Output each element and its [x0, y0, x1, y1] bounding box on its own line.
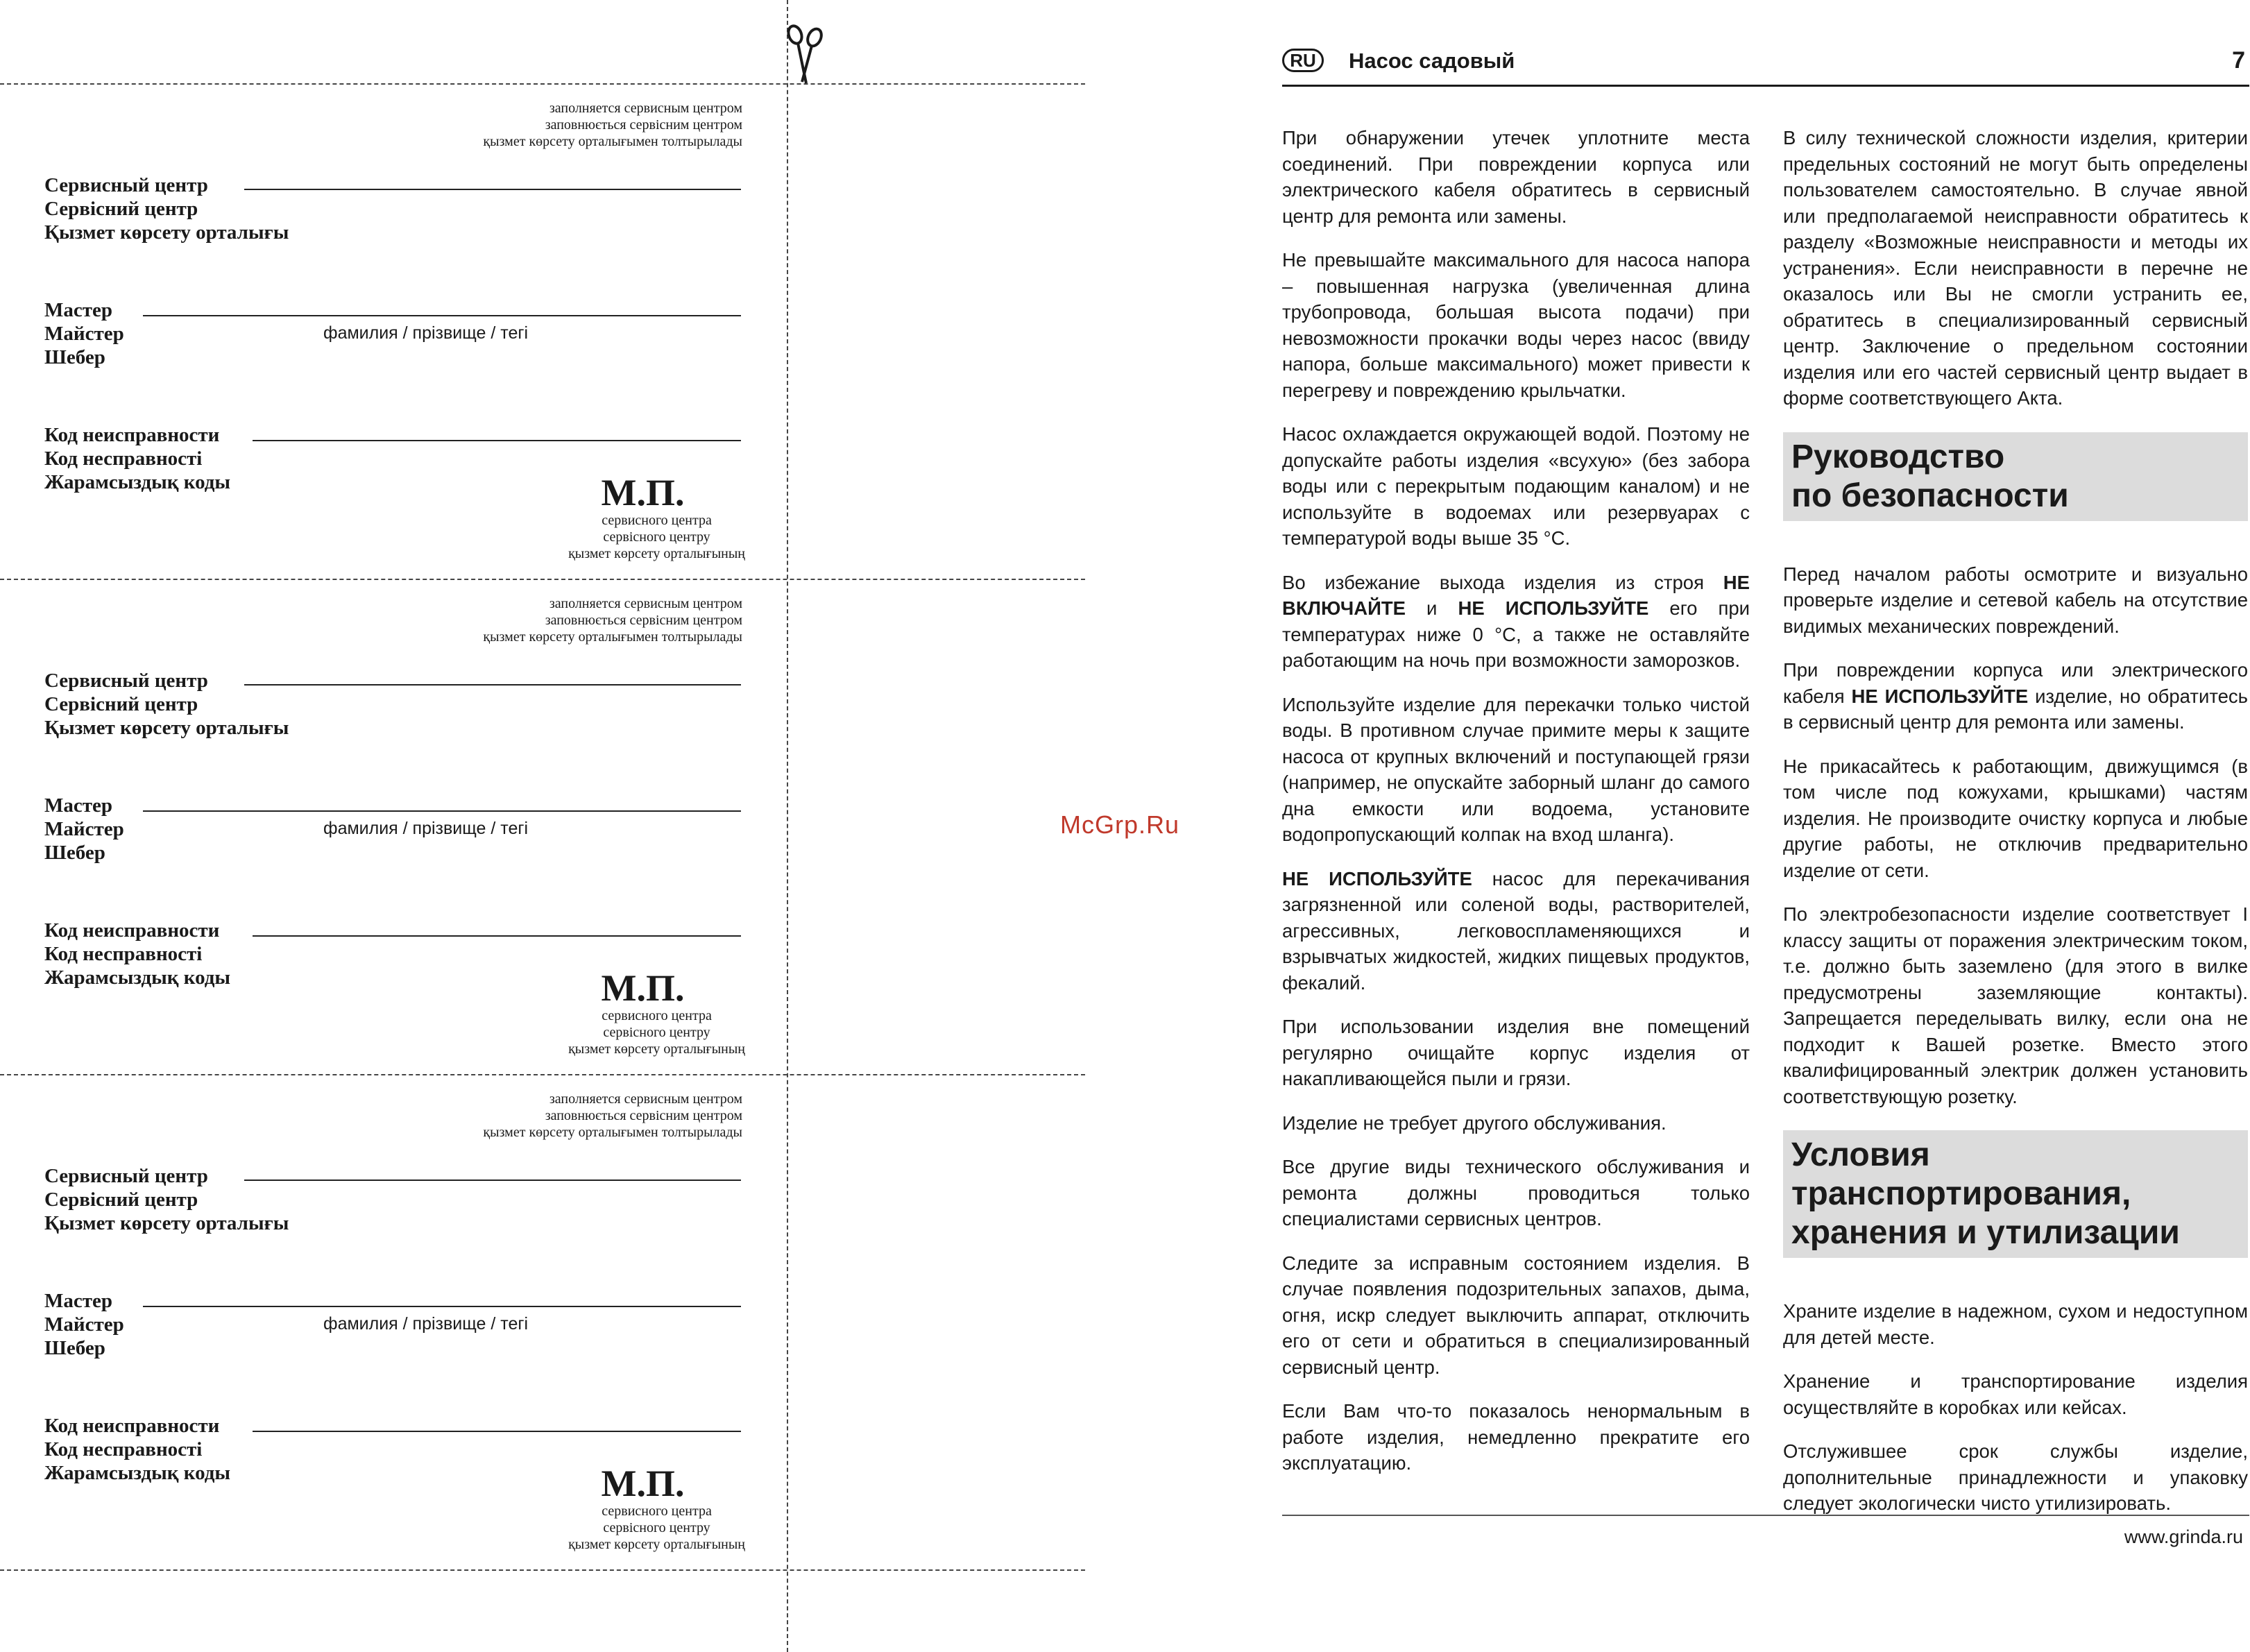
service-center-field[interactable]: [244, 684, 741, 686]
paragraph: Не превышайте максимального для насоса напора – повышенная нагрузка (увеличенная длина трубопровода, большая высота подачи) при невозможности прокачки воды через насос (ввиду напора, больше максимального) может привести к перегреву и повреждению крыльчатки.: [1282, 249, 1750, 401]
scissors-icon: [781, 24, 830, 85]
paragraph: При повреждении корпуса или электрического кабеля НЕ ИСПОЛЬЗУЙТЕ изделие, но обратитесь в сервисный центр для ремонта или замены.: [1783, 659, 2248, 733]
section-heading-transport: Условия транспортирования, хранения и утилизации: [1783, 1130, 2248, 1258]
service-center-field[interactable]: [244, 189, 741, 190]
paragraph: Перед началом работы осмотрите и визуально проверьте изделие и сетевой кабель на отсутствие видимых механических повреждений.: [1783, 563, 2248, 637]
master-field[interactable]: [143, 810, 741, 812]
fault-code-labels: Код неисправности Код несправності Жарамсыздық коды: [44, 1415, 231, 1484]
watermark: McGrp.Ru: [1060, 810, 1180, 839]
text-column-right: [1783, 125, 2248, 1535]
page-title: Насос садовый: [1349, 49, 1515, 73]
paragraph: Во избежание выхода изделия из строя НЕ ВКЛЮЧАЙТЕ и НЕ ИСПОЛЬЗУЙТЕ его при температурах ниже 0 °С, а также не оставляйте работающим на ночь при возможности заморозков.: [1282, 571, 1750, 671]
master-field[interactable]: [143, 1306, 741, 1307]
master-labels: Мастер Майстер Шебер: [44, 1290, 124, 1359]
footer-url[interactable]: www.grinda.ru: [2124, 1526, 2243, 1547]
master-labels: Мастер Майстер Шебер: [44, 299, 124, 368]
filled-by-service-note: заполняется сервисным центром заповнюється сервісним центром қызмет көрсету орталығымен толтырылады: [483, 101, 742, 149]
master-labels: Мастер Майстер Шебер: [44, 794, 124, 864]
paragraph: Используйте изделие для перекачки только чистой воды. В противном случае примите меры к защите насоса от крупных включений и поступающей грязи (например, не опускайте заборный шланг до самого дна емкости или водоема, установите водопропускающий колпак на вход шланга).: [1282, 693, 1750, 845]
fault-code-labels: Код неисправности Код несправності Жарамсыздық коды: [44, 424, 231, 493]
section-heading-safety: Руководство по безопасности: [1783, 432, 2248, 521]
cut-line-top: [0, 83, 1085, 85]
master-field[interactable]: [143, 315, 741, 316]
paragraph: НЕ ИСПОЛЬЗУЙТЕ насос для перекачивания загрязненной или соленой воды, растворителей, агрессивных, легковоспламеняющихся и взрывчатых жидкостей, жидких пищевых продуктов, фекалий.: [1282, 867, 1750, 994]
stamp-area: М.П. сервисного центра сервісного центру қызмет көрсету орталығының: [568, 472, 745, 561]
name-hint: фамилия / прізвище / тегі: [323, 323, 529, 343]
page-number: 7: [2232, 47, 2245, 74]
warranty-coupon-3: [0, 1078, 784, 1572]
filled-by-service-note: заполняется сервисным центром заповнюється сервісним центром қызмет көрсету орталығымен толтырылады: [483, 596, 742, 645]
header-rule: [1282, 85, 2249, 87]
fault-code-field[interactable]: [253, 935, 741, 937]
paragraph: Насос охлаждается окружающей водой. Поэтому не допускайте работы изделия «всухую» (без забора воды или с перекрытым подающим каналом) и не используйте в водоемах или резервуарах с температурой воды выше 35 °С.: [1282, 423, 1750, 549]
paragraph: По электробезопасности изделие соответствует I классу защиты от поражения электрическим током, т.е. должно быть заземлено (для этого в вилке предусмотрены заземляющие контакты). Запрещается переделывать вилку, если она не подходит к Вашей розетке. Вместо этого квалифицированный электрик должен установить соответствующую розетку.: [1783, 903, 2248, 1107]
page-header: [1282, 47, 2249, 76]
paragraph: При использовании изделия вне помещений регулярно очищайте корпус изделия от накапливающейся пыли и грязи.: [1282, 1016, 1750, 1089]
service-center-field[interactable]: [244, 1180, 741, 1181]
paragraph: При обнаружении утечек уплотните места соединений. При повреждении корпуса или электрического кабеля обратитесь в сервисный центр для ремонта или замены.: [1282, 127, 1750, 227]
text-column-left: [1282, 125, 1750, 1495]
paragraph: Следите за исправным состоянием изделия. В случае появления подозрительных запахов, дыма, огня, искр следует выключить аппарат, отключить его от сети и обратиться в специализированный сервисный центр.: [1282, 1252, 1750, 1378]
cut-line-vertical: [787, 0, 788, 1652]
paragraph: Не прикасайтесь к работающим, движущимся (в том числе под кожухами, крышками) частям изделия. Не производите очистку корпуса и любые другие работы, не отключив предварительно изделие от сети.: [1783, 755, 2248, 881]
paragraph: Хранение и транспортирование изделия осуществляйте в коробках или кейсах.: [1783, 1370, 2248, 1418]
filled-by-service-note: заполняется сервисным центром заповнюється сервісним центром қызмет көрсету орталығымен толтырылады: [483, 1091, 742, 1140]
warranty-coupon-2: [0, 583, 784, 1077]
fault-code-field[interactable]: [253, 1431, 741, 1432]
name-hint: фамилия / прізвище / тегі: [323, 1314, 529, 1334]
name-hint: фамилия / прізвище / тегі: [323, 819, 529, 838]
warranty-coupon-1: [0, 87, 784, 581]
paragraph: Если Вам что-то показалось ненормальным в работе изделия, немедленно прекратите его эксплуатацию.: [1282, 1400, 1750, 1474]
footer-rule: [1282, 1515, 2249, 1516]
service-center-labels: Сервисный центр Сервісний центр Қызмет көрсету орталығы: [44, 670, 289, 739]
service-center-labels: Сервисный центр Сервісний центр Қызмет көрсету орталығы: [44, 1165, 289, 1234]
stamp-area: М.П. сервисного центра сервісного центру қызмет көрсету орталығының: [568, 967, 745, 1057]
stamp-area: М.П. сервисного центра сервісного центру қызмет көрсету орталығының: [568, 1463, 745, 1552]
fault-code-field[interactable]: [253, 440, 741, 441]
language-badge: RU: [1282, 49, 1324, 72]
fault-code-labels: Код неисправности Код несправності Жарамсыздық коды: [44, 919, 231, 989]
service-center-labels: Сервисный центр Сервісний центр Қызмет көрсету орталығы: [44, 174, 289, 244]
paragraph: Храните изделие в надежном, сухом и недоступном для детей месте.: [1783, 1300, 2248, 1348]
paragraph: Изделие не требует другого обслуживания.: [1282, 1112, 1667, 1134]
paragraph: В силу технической сложности изделия, критерии предельных состояний не могут быть определены пользователем самостоятельно. В случае явной или предполагаемой неисправности обратитесь к разделу «Возможные неисправности и методы их устранения». Если неисправности в перечне не оказалось или Вы не смогли устранить ее, обратитесь в специализированный сервисный центр. Заключение о предельном состоянии изделия или его частей сервисный центр выдает в форме соответствующего Акта.: [1783, 127, 2248, 409]
paragraph: Все другие виды технического обслуживания и ремонта должны проводиться только специалистами сервисных центров.: [1282, 1156, 1750, 1229]
paragraph: Отслужившее срок службы изделие, дополнительные принадлежности и упаковку следует экологически чисто утилизировать.: [1783, 1440, 2248, 1514]
